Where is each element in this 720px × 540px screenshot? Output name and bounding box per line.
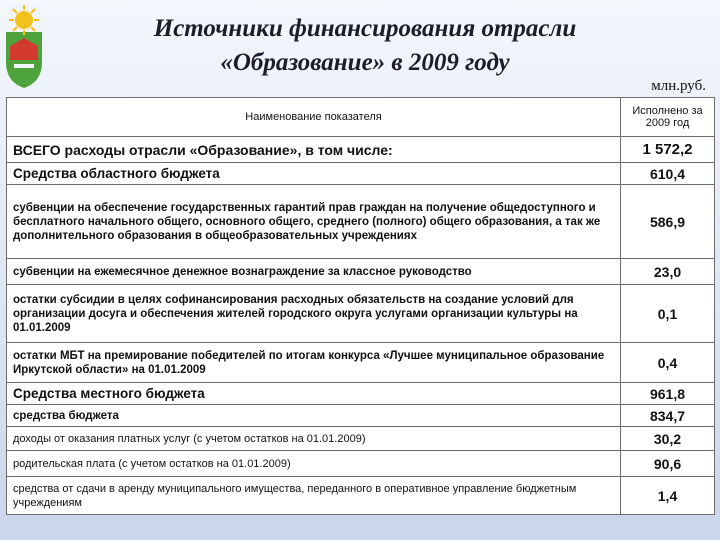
header-value: Исполнено за 2009 год: [621, 98, 715, 137]
row-value: 834,7: [621, 405, 715, 427]
table-row: [7, 427, 715, 451]
row-value: 586,9: [621, 185, 715, 259]
table-row-total: [7, 137, 715, 163]
row-label: Средства местного бюджета: [7, 383, 621, 405]
table-header-row: [7, 98, 715, 137]
row-value: 0,4: [621, 343, 715, 383]
unit-label: млн.руб.: [651, 78, 706, 94]
row-value: 961,8: [621, 383, 715, 405]
title-line-2: «Образование» в 2009 году: [220, 49, 510, 76]
table-row: [7, 405, 715, 427]
table-row: [7, 451, 715, 477]
row-label: субвенции на обеспечение государственных гарантий прав граждан на получение общедоступного и бесплатного начального общего, основного общего, среднего (полного) общего образования, а так же дополнительного образования в общеобразовательных учреждениях: [7, 185, 621, 259]
row-value: 1 572,2: [621, 137, 715, 163]
row-label: субвенции на ежемесячное денежное вознаграждение за классное руководство: [7, 259, 621, 285]
row-value: 30,2: [621, 427, 715, 451]
funding-table: [6, 97, 715, 515]
row-value: 0,1: [621, 285, 715, 343]
header-name: Наименование показателя: [7, 98, 621, 137]
table-row-regional-budget: [7, 163, 715, 185]
row-value: 23,0: [621, 259, 715, 285]
table-row: [7, 477, 715, 515]
table-row: [7, 185, 715, 259]
table-row: [7, 285, 715, 343]
coat-of-arms-icon: [4, 2, 44, 90]
table-row: [7, 259, 715, 285]
row-label: Средства областного бюджета: [7, 163, 621, 185]
row-label: доходы от оказания платных услуг (с учетом остатков на 01.01.2009): [7, 427, 621, 451]
row-label: ВСЕГО расходы отрасли «Образование», в том числе:: [7, 137, 621, 163]
row-label: средства бюджета: [7, 405, 621, 427]
row-label: остатки МБТ на премирование победителей по итогам конкурса «Лучшее муниципальное образование Иркутской области» на 01.01.2009: [7, 343, 621, 383]
table-row: [7, 343, 715, 383]
row-label: остатки субсидии в целях софинансирования расходных обязательств на создание условий для организации досуга и обеспечения жителей городского округа услугами организации культуры на 01.01.2009: [7, 285, 621, 343]
table-row-local-budget: [7, 383, 715, 405]
row-value: 610,4: [621, 163, 715, 185]
row-value: 1,4: [621, 477, 715, 515]
row-value: 90,6: [621, 451, 715, 477]
row-label: родительская плата (с учетом остатков на 01.01.2009): [7, 451, 621, 477]
page-title: [70, 12, 660, 80]
title-line-1: Источники финансирования отрасли: [153, 15, 577, 42]
row-label: средства от сдачи в аренду муниципального имущества, переданного в оперативное управление бюджетным учреждениям: [7, 477, 621, 515]
